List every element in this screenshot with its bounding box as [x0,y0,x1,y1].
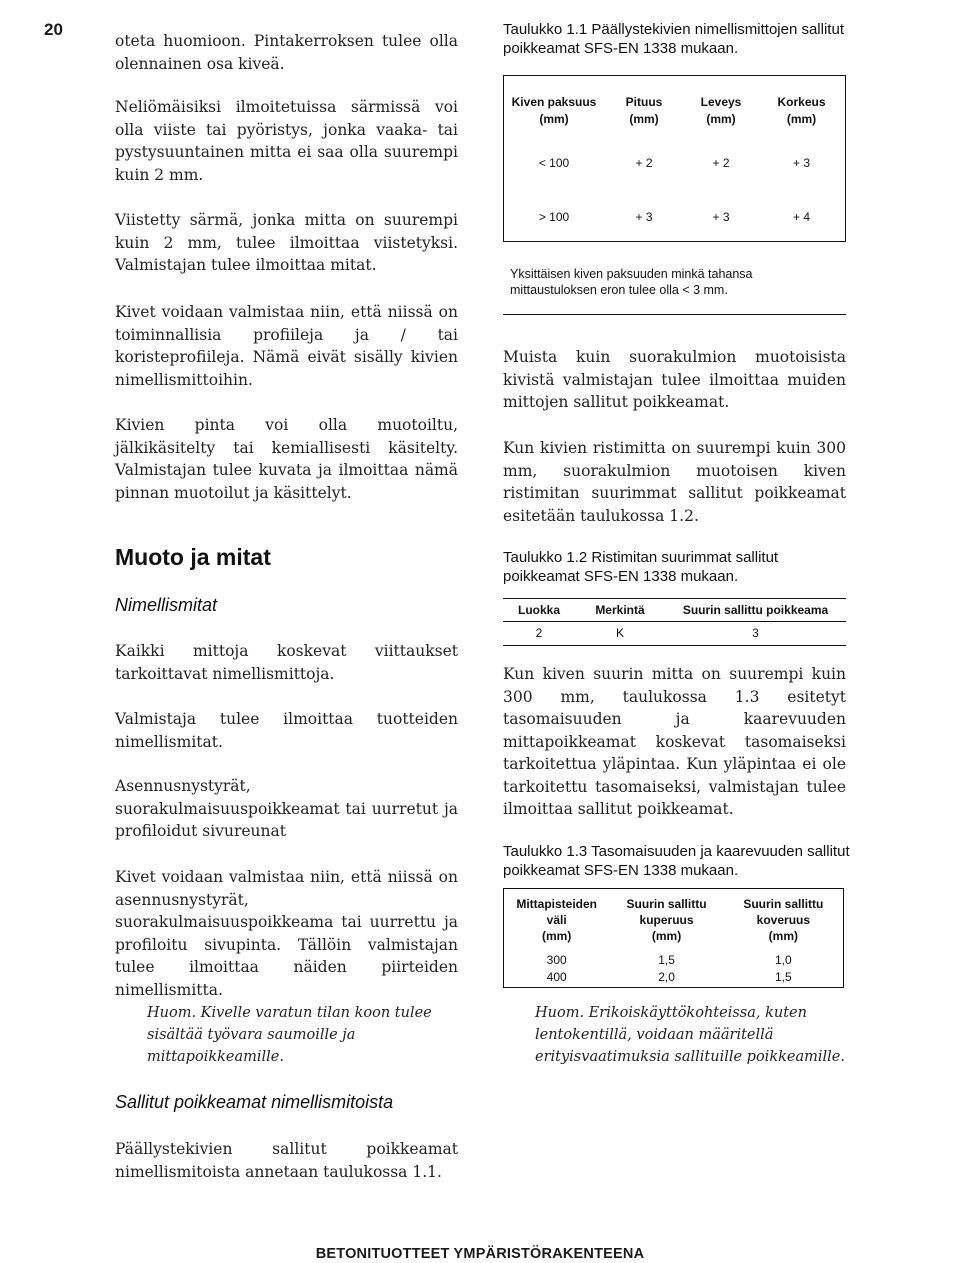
table-cell: 3 [752,626,759,640]
table-1-1-footnote: Yksittäisen kiven paksuuden minkä tahansa mittaustuloksen eron tulee olla < 3 mm. [510,267,753,297]
subheading-nimellismitat: Nimellismitat [115,595,218,615]
left-paragraph-4: Kivet voidaan valmistaa niin, että niissä on toiminnallisia profiileja ja / tai koristeprofiileja. Nämä eivät sisälly kivien nimellismittoihin. [115,303,458,389]
right-paragraph-3: Kun kiven suurin mitta on suurempi kuin 300 mm, taulukossa 1.3 esitetyt tasomaisuuden ja kaarevuuden mittapoikkeamat koskevat tasomaiseksi tarkoitettua yläpintaa. Kun yläpintaa ei ole tarkoitettu tasomaiseksi, valmistajan tulee ilmoittaa sallitut poikkeamat. [503,665,846,818]
table-1-1-header-height: Korkeus (mm) [777,95,826,126]
left-paragraph-10: Päällystekivien sallitut poikkeamat nimellismitoista annetaan taulukossa 1.1. [115,1140,458,1181]
footer-title: BETONITUOTTEET YMPÄRISTÖRAKENTEENA [315,1246,645,1262]
table-1-2-mid-rule [503,621,846,622]
left-paragraph-9: Kivet voidaan valmistaa niin, että niissä on asennusnystyrät, suorakulmaisuuspoikkeama tai uurrettu ja profiloitu sivupinta. Tällöin valmistajan tulee ilmoittaa näiden piirteiden nimellismitta. [115,868,458,999]
table-1-3-caption: Taulukko 1.3 Tasomaisuuden ja kaarevuuden sallitut poikkeamat SFS-EN 1338 mukaan. [503,843,850,879]
page-number: 20 [44,20,63,39]
table-row [504,210,845,224]
table-1-1-caption: Taulukko 1.1 Päällystekivien nimellismittojen sallitut poikkeamat SFS-EN 1338 mukaan. [503,21,844,57]
left-note: Huom. Kivelle varatun tilan koon tulee sisältää työvara saumoille ja mittapoikkeamille. [147,1005,432,1065]
table-1-1-header-length: Pituus (mm) [625,95,663,126]
divider [503,314,846,315]
left-paragraph-6: Kaikki mittoja koskevat viittaukset tarkoittavat nimellismittoja. [115,642,458,683]
table-cell: + 2 [712,156,730,170]
left-paragraph-1: oteta huomioon. Pintakerroksen tulee olla olennainen osa kiveä. [115,32,458,73]
table-1-2-top-rule [503,598,846,599]
table-cell: + 3 [792,156,810,170]
table-cell: > 100 [538,210,570,224]
left-paragraph-8: Asennusnystyrät, suorakulmaisuuspoikkeamat tai uurretut ja profiloidut sivureunat [115,777,458,840]
table-1-2-header-row [503,603,846,617]
table-cell: 300 [546,953,567,967]
right-paragraph-2: Kun kivien ristimitta on suurempi kuin 300 mm, suorakulmion muotoisen kiven ristimitan suurimmat sallitut poikkeamat esitetään taulukossa 1.2. [503,439,846,525]
table-row [504,969,843,985]
table-1-2-header-marking: Merkintä [595,603,645,617]
table-cell: 1,5 [658,953,675,967]
left-paragraph-2: Neliömäisiksi ilmoitetuissa särmissä voi olla viiste tai pyöristys, jonka vaaka- tai pystysuuntainen mitta ei saa olla suurempi kuin 2 mm. [115,98,458,184]
subheading-sallitut-poikkeamat: Sallitut poikkeamat nimellismitoista [115,1092,394,1112]
left-paragraph-5: Kivien pinta voi olla muotoiltu, jälkikäsitelty tai kemiallisesti käsitelty. Valmistajan tulee kuvata ja ilmoittaa nämä pinnan muotoilut ja käsittelyt. [115,416,458,502]
table-1-1-header-width: Leveys (mm) [700,95,742,126]
table-cell: 400 [546,970,567,984]
table-1-3-header-convexity: Suurin sallittu kuperuus (mm) [626,897,707,943]
table-1-1 [503,75,846,242]
table-cell: + 4 [792,210,810,224]
table-cell: + 2 [635,156,653,170]
table-1-2-header-max-deviation: Suurin sallittu poikkeama [682,603,829,617]
table-row [504,156,845,170]
table-1-1-header-row [504,94,845,128]
table-1-3 [503,888,844,988]
table-cell: + 3 [635,210,653,224]
right-paragraph-1: Muista kuin suorakulmion muotoisista kivistä valmistajan tulee ilmoittaa muiden mittojen sallitut poikkeamat. [503,348,846,411]
left-paragraph-7: Valmistaja tulee ilmoittaa tuotteiden nimellismitat. [115,710,458,751]
left-paragraph-3: Viistetty särmä, jonka mitta on suurempi kuin 2 mm, tulee ilmoittaa viistetyksi. Valmistajan tulee ilmoittaa mitat. [115,211,458,274]
table-cell: 1,0 [775,953,792,967]
table-row [504,952,843,968]
table-cell: < 100 [538,156,570,170]
table-cell: 2,0 [658,970,675,984]
table-cell: K [615,626,624,640]
table-cell: 2 [535,626,543,640]
table-row [503,626,846,640]
table-1-3-header-distance: Mittapisteiden väli (mm) [516,897,598,943]
right-note: Huom. Erikoiskäyttökohteissa, kuten lentokentillä, voidaan määritellä erityisvaatimuksia sallituille poikkeamille. [535,1005,845,1065]
table-1-2-bottom-rule [503,645,846,646]
section-heading: Muoto ja mitat [115,544,271,570]
table-1-2-header-class: Luokka [517,603,560,617]
table-1-3-header-row [504,896,843,944]
table-cell: 1,5 [775,970,792,984]
table-1-1-header-thickness: Kiven paksuus (mm) [511,95,597,126]
table-cell: + 3 [712,210,730,224]
table-1-3-header-concavity: Suurin sallittu koveruus (mm) [743,897,824,943]
table-1-2-caption: Taulukko 1.2 Ristimitan suurimmat sallitut poikkeamat SFS-EN 1338 mukaan. [503,549,779,585]
